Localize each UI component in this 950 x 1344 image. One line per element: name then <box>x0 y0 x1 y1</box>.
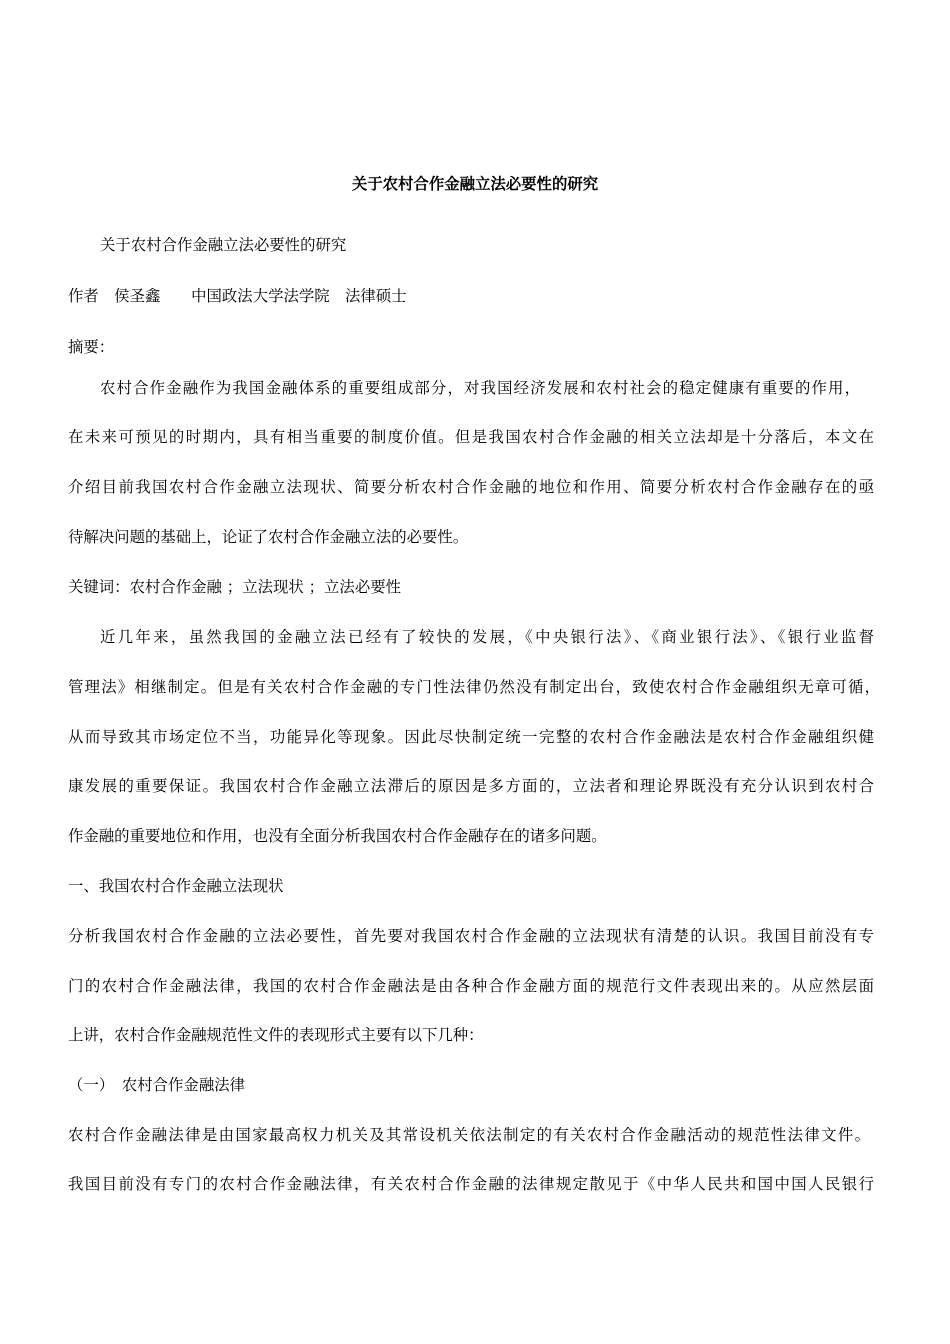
abstract-line: 待解决问题的基础上，论证了农村合作金融立法的必要性。 <box>68 528 469 546</box>
intro-line: 近几年来，虽然我国的金融立法已经有了较快的发展，《中央银行法》、《商业银行法》、《银行业监督 <box>100 628 874 646</box>
subsection-heading: （一） 农村合作金融法律 <box>68 1076 245 1094</box>
section-line: 上讲，农村合作金融规范性文件的表现形式主要有以下几种： <box>68 1026 484 1044</box>
intro-line: 管理法》相继制定。但是有关农村合作金融的专门性法律仍然没有制定出台，致使农村合作金融组织无章可循， <box>68 678 880 696</box>
section-heading: 一、我国农村合作金融立法现状 <box>68 877 284 895</box>
abstract-label: 摘要： <box>68 338 115 356</box>
subsection-line: 我国目前没有专门的农村合作金融法律，有关农村合作金融的法律规定散见于《中华人民共和国中国人民银行 <box>68 1175 874 1193</box>
intro-line: 作金融的重要地位和作用，也没有全面分析我国农村合作金融存在的诸多问题。 <box>68 827 607 845</box>
section-line: 分析我国农村合作金融的立法必要性，首先要对我国农村合作金融的立法现状有清楚的认识。我国目前没有专 <box>68 927 874 945</box>
intro-line: 从而导致其市场定位不当，功能异化等现象。因此尽快制定统一完整的农村合作金融法是农村合作金融组织健 <box>68 728 874 746</box>
intro-line: 康发展的重要保证。我国农村合作金融立法滞后的原因是多方面的，立法者和理论界既没有充分认识到农村合 <box>68 777 874 795</box>
author-line: 作者 侯圣鑫 中国政法大学法学院 法律硕士 <box>68 287 407 305</box>
abstract-line: 在未来可预见的时期内，具有相当重要的制度价值。但是我国农村合作金融的相关立法却是十分落后，本文在 <box>68 428 874 446</box>
document-subtitle: 关于农村合作金融立法必要性的研究 <box>100 236 347 254</box>
abstract-line: 农村合作金融作为我国金融体系的重要组成部分，对我国经济发展和农村社会的稳定健康有重要的作用， <box>100 379 860 397</box>
document-title: 关于农村合作金融立法必要性的研究 <box>351 175 599 193</box>
subsection-line: 农村合作金融法律是由国家最高权力机关及其常设机关依法制定的有关农村合作金融活动的规范性法律文件。 <box>68 1126 870 1144</box>
section-line: 门的农村合作金融法律，我国的农村合作金融法是由各种合作金融方面的规范行文件表现出来的。从应然层面 <box>68 977 874 995</box>
abstract-line: 介绍目前我国农村合作金融立法现状、简要分析农村合作金融的地位和作用、简要分析农村合作金融存在的亟 <box>68 478 874 496</box>
keywords-line: 关键词：农村合作金融 ；立法现状 ；立法必要性 <box>68 578 401 596</box>
